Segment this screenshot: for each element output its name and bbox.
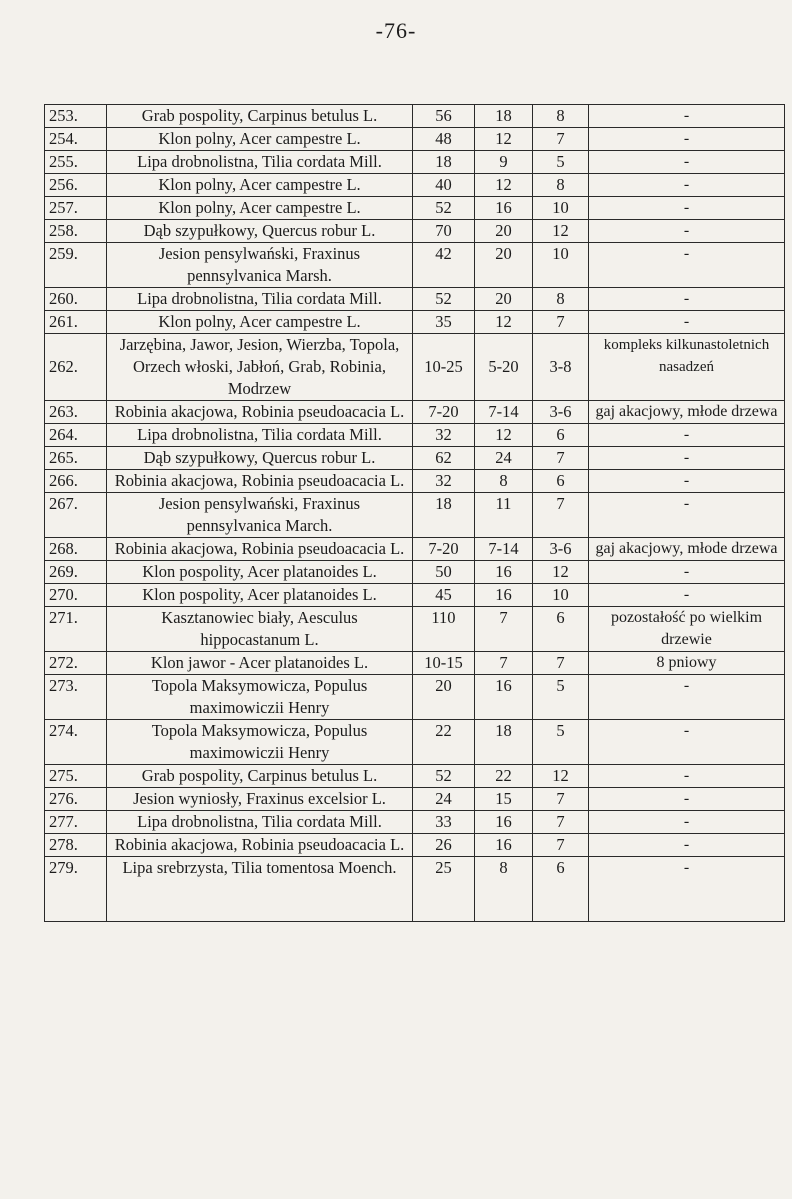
value-col-3: 3-6 — [533, 538, 589, 561]
table-row — [45, 105, 785, 128]
value-col-1: 10-25 — [413, 334, 475, 401]
table-row — [45, 652, 785, 675]
value-col-1: 24 — [413, 788, 475, 811]
remarks: - — [589, 720, 785, 765]
row-number: 258. — [45, 220, 107, 243]
value-col-1: 48 — [413, 128, 475, 151]
remarks: - — [589, 561, 785, 584]
value-col-3: 10 — [533, 584, 589, 607]
row-number: 276. — [45, 788, 107, 811]
remarks: - — [589, 174, 785, 197]
remarks: - — [589, 311, 785, 334]
value-col-1: 35 — [413, 311, 475, 334]
remarks: - — [589, 675, 785, 720]
row-number: 274. — [45, 720, 107, 765]
species-name: Lipa drobnolistna, Tilia cordata Mill. — [107, 151, 413, 174]
table-row — [45, 834, 785, 857]
value-col-3: 5 — [533, 720, 589, 765]
table-row — [45, 470, 785, 493]
value-col-2: 22 — [475, 765, 533, 788]
table-row — [45, 220, 785, 243]
species-name: Grab pospolity, Carpinus betulus L. — [107, 105, 413, 128]
row-number: 261. — [45, 311, 107, 334]
remarks: - — [589, 493, 785, 538]
table-row — [45, 765, 785, 788]
value-col-2: 16 — [475, 561, 533, 584]
value-col-2: 16 — [475, 675, 533, 720]
species-name: Dąb szypułkowy, Quercus robur L. — [107, 447, 413, 470]
value-col-1: 52 — [413, 765, 475, 788]
row-number: 269. — [45, 561, 107, 584]
value-col-2: 18 — [475, 105, 533, 128]
value-col-1: 7-20 — [413, 401, 475, 424]
table-row — [45, 128, 785, 151]
value-col-3: 6 — [533, 424, 589, 447]
value-col-3: 12 — [533, 561, 589, 584]
table-row — [45, 334, 785, 401]
value-col-1: 18 — [413, 151, 475, 174]
species-name: Kasztanowiec biały, Aesculus hippocastanum L. — [107, 607, 413, 652]
remarks: - — [589, 470, 785, 493]
table-row — [45, 174, 785, 197]
species-name: Klon polny, Acer campestre L. — [107, 128, 413, 151]
value-col-2: 16 — [475, 197, 533, 220]
species-name: Jarzębina, Jawor, Jesion, Wierzba, Topola, Orzech włoski, Jabłoń, Grab, Robinia, Modrzew — [107, 334, 413, 401]
remarks: - — [589, 584, 785, 607]
value-col-3: 7 — [533, 811, 589, 834]
species-name: Topola Maksymowicza, Populus maximowiczii Henry — [107, 720, 413, 765]
value-col-3: 5 — [533, 151, 589, 174]
row-number: 277. — [45, 811, 107, 834]
species-name: Jesion wyniosły, Fraxinus excelsior L. — [107, 788, 413, 811]
remarks: - — [589, 151, 785, 174]
value-col-1: 50 — [413, 561, 475, 584]
value-col-1: 32 — [413, 470, 475, 493]
table-row — [45, 538, 785, 561]
remarks: 8 pniowy — [589, 652, 785, 675]
remarks: - — [589, 834, 785, 857]
table-row — [45, 424, 785, 447]
row-number: 262. — [45, 334, 107, 401]
table-row — [45, 561, 785, 584]
value-col-3: 6 — [533, 857, 589, 922]
remarks: gaj akacjowy, młode drzewa — [589, 538, 785, 561]
remarks: - — [589, 788, 785, 811]
table-row — [45, 311, 785, 334]
species-name: Klon polny, Acer campestre L. — [107, 311, 413, 334]
table-row — [45, 720, 785, 765]
table-row — [45, 447, 785, 470]
species-name: Robinia akacjowa, Robinia pseudoacacia L. — [107, 470, 413, 493]
species-name: Klon pospolity, Acer platanoides L. — [107, 561, 413, 584]
row-number: 253. — [45, 105, 107, 128]
table-row — [45, 243, 785, 288]
row-number: 256. — [45, 174, 107, 197]
table-row — [45, 811, 785, 834]
remarks: pozostałość po wielkim drzewie — [589, 607, 785, 652]
value-col-2: 16 — [475, 584, 533, 607]
value-col-3: 7 — [533, 447, 589, 470]
remarks: - — [589, 765, 785, 788]
species-name: Klon polny, Acer campestre L. — [107, 197, 413, 220]
table-row — [45, 607, 785, 652]
row-number: 275. — [45, 765, 107, 788]
value-col-3: 7 — [533, 493, 589, 538]
value-col-2: 12 — [475, 311, 533, 334]
value-col-3: 12 — [533, 220, 589, 243]
value-col-2: 7-14 — [475, 538, 533, 561]
remarks: - — [589, 447, 785, 470]
table-row — [45, 493, 785, 538]
value-col-3: 8 — [533, 288, 589, 311]
value-col-3: 8 — [533, 105, 589, 128]
remarks: - — [589, 243, 785, 288]
table-row — [45, 401, 785, 424]
value-col-1: 10-15 — [413, 652, 475, 675]
species-name: Klon jawor - Acer platanoides L. — [107, 652, 413, 675]
species-name: Dąb szypułkowy, Quercus robur L. — [107, 220, 413, 243]
remarks: - — [589, 128, 785, 151]
value-col-2: 15 — [475, 788, 533, 811]
table-row — [45, 675, 785, 720]
value-col-2: 20 — [475, 288, 533, 311]
value-col-2: 5-20 — [475, 334, 533, 401]
table-row — [45, 151, 785, 174]
value-col-3: 7 — [533, 652, 589, 675]
table-row — [45, 197, 785, 220]
species-name: Jesion pensylwański, Fraxinus pennsylvanica March. — [107, 493, 413, 538]
row-number: 259. — [45, 243, 107, 288]
row-number: 260. — [45, 288, 107, 311]
value-col-1: 62 — [413, 447, 475, 470]
row-number: 279. — [45, 857, 107, 922]
value-col-1: 45 — [413, 584, 475, 607]
value-col-1: 25 — [413, 857, 475, 922]
value-col-3: 3-6 — [533, 401, 589, 424]
species-name: Robinia akacjowa, Robinia pseudoacacia L. — [107, 538, 413, 561]
page-number: -76- — [375, 18, 417, 43]
table-row — [45, 788, 785, 811]
row-number: 270. — [45, 584, 107, 607]
row-number: 278. — [45, 834, 107, 857]
species-name: Topola Maksymowicza, Populus maximowiczii Henry — [107, 675, 413, 720]
row-number: 263. — [45, 401, 107, 424]
row-number: 254. — [45, 128, 107, 151]
row-number: 255. — [45, 151, 107, 174]
value-col-1: 26 — [413, 834, 475, 857]
value-col-1: 52 — [413, 288, 475, 311]
table-row — [45, 288, 785, 311]
value-col-1: 18 — [413, 493, 475, 538]
remarks: - — [589, 220, 785, 243]
row-number: 267. — [45, 493, 107, 538]
species-name: Lipa drobnolistna, Tilia cordata Mill. — [107, 424, 413, 447]
row-number: 264. — [45, 424, 107, 447]
value-col-2: 16 — [475, 834, 533, 857]
value-col-3: 5 — [533, 675, 589, 720]
value-col-3: 10 — [533, 243, 589, 288]
value-col-1: 110 — [413, 607, 475, 652]
value-col-2: 16 — [475, 811, 533, 834]
value-col-3: 12 — [533, 765, 589, 788]
value-col-2: 7 — [475, 607, 533, 652]
species-name: Lipa srebrzysta, Tilia tomentosa Moench. — [107, 857, 413, 922]
value-col-2: 20 — [475, 243, 533, 288]
value-col-2: 12 — [475, 424, 533, 447]
row-number: 271. — [45, 607, 107, 652]
value-col-1: 20 — [413, 675, 475, 720]
value-col-2: 9 — [475, 151, 533, 174]
remarks: - — [589, 197, 785, 220]
remarks: gaj akacjowy, młode drzewa — [589, 401, 785, 424]
remarks: - — [589, 105, 785, 128]
species-name: Robinia akacjowa, Robinia pseudoacacia L. — [107, 834, 413, 857]
species-name: Klon polny, Acer campestre L. — [107, 174, 413, 197]
value-col-1: 22 — [413, 720, 475, 765]
value-col-1: 40 — [413, 174, 475, 197]
table-row — [45, 584, 785, 607]
value-col-2: 11 — [475, 493, 533, 538]
value-col-2: 20 — [475, 220, 533, 243]
value-col-3: 7 — [533, 128, 589, 151]
value-col-2: 18 — [475, 720, 533, 765]
row-number: 266. — [45, 470, 107, 493]
value-col-3: 7 — [533, 834, 589, 857]
remarks: - — [589, 857, 785, 922]
value-col-2: 7 — [475, 652, 533, 675]
tree-inventory-table — [44, 104, 785, 922]
row-number: 268. — [45, 538, 107, 561]
value-col-3: 3-8 — [533, 334, 589, 401]
row-number: 265. — [45, 447, 107, 470]
remarks: - — [589, 288, 785, 311]
value-col-1: 56 — [413, 105, 475, 128]
row-number: 272. — [45, 652, 107, 675]
value-col-1: 42 — [413, 243, 475, 288]
species-name: Grab pospolity, Carpinus betulus L. — [107, 765, 413, 788]
value-col-2: 12 — [475, 174, 533, 197]
species-name: Klon pospolity, Acer platanoides L. — [107, 584, 413, 607]
row-number: 257. — [45, 197, 107, 220]
row-number: 273. — [45, 675, 107, 720]
value-col-3: 7 — [533, 788, 589, 811]
species-name: Robinia akacjowa, Robinia pseudoacacia L. — [107, 401, 413, 424]
value-col-1: 70 — [413, 220, 475, 243]
value-col-1: 7-20 — [413, 538, 475, 561]
value-col-3: 6 — [533, 470, 589, 493]
remarks: - — [589, 424, 785, 447]
value-col-2: 12 — [475, 128, 533, 151]
value-col-1: 32 — [413, 424, 475, 447]
value-col-3: 10 — [533, 197, 589, 220]
value-col-3: 8 — [533, 174, 589, 197]
value-col-3: 6 — [533, 607, 589, 652]
value-col-2: 24 — [475, 447, 533, 470]
value-col-2: 7-14 — [475, 401, 533, 424]
species-name: Jesion pensylwański, Fraxinus pennsylvanica Marsh. — [107, 243, 413, 288]
value-col-1: 33 — [413, 811, 475, 834]
remarks: kompleks kilkunastoletnich nasadzeń — [589, 334, 785, 401]
value-col-3: 7 — [533, 311, 589, 334]
species-name: Lipa drobnolistna, Tilia cordata Mill. — [107, 288, 413, 311]
species-name: Lipa drobnolistna, Tilia cordata Mill. — [107, 811, 413, 834]
value-col-2: 8 — [475, 470, 533, 493]
table-body — [45, 105, 785, 922]
value-col-1: 52 — [413, 197, 475, 220]
value-col-2: 8 — [475, 857, 533, 922]
remarks: - — [589, 811, 785, 834]
table-row — [45, 857, 785, 922]
